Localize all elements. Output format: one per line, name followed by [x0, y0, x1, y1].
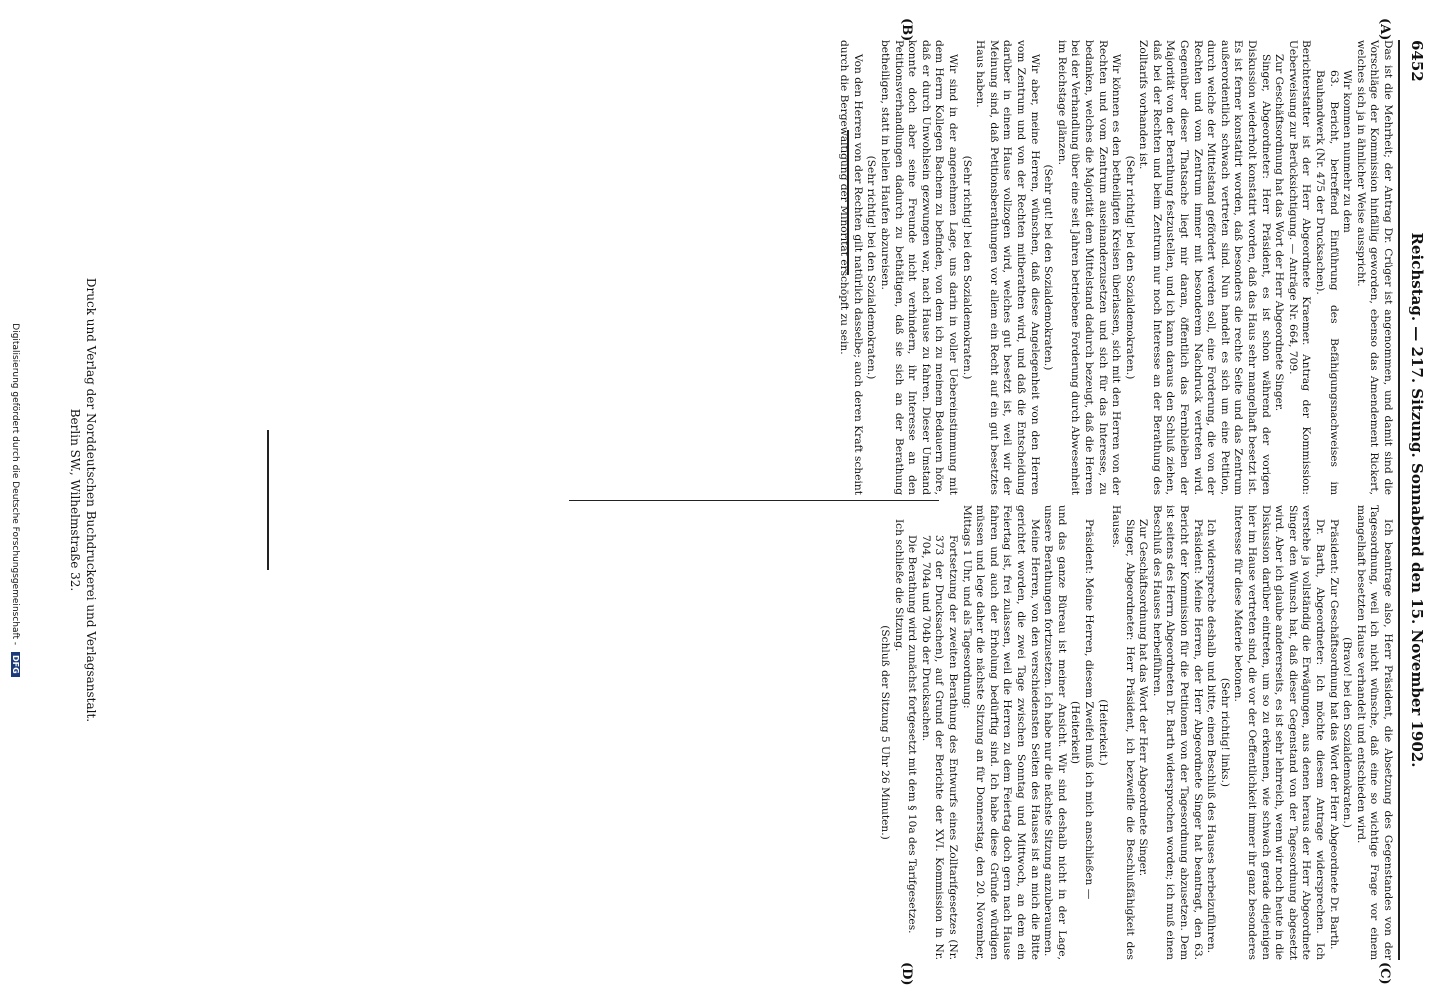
paragraph: Ich schließe die Sitzung.	[892, 519, 905, 652]
column-divider	[569, 500, 939, 501]
speech: Dr. Barth, Abgeordneter: Ich möchte diesem Antrage widersprechen. Ich verstehe ja vollständig die Erwägungen, aus denen heraus der Herr Abgeordnete Singer den Wunsch hat, daß dieser Gegenstand von der Tagesordnung abgesetzt wird. Aber ich glaube andererseits, es ist sehr lehrreich, wenn wir noch heute in die Diskussion darüber eintreten, um so zu erkennen, wie schwach gerade diejenigen hier im Hause vertreten sind, die vor der Oeffentlichkeit immer ihr ganz besonderes Interesse für diese Materie betonen.	[1232, 505, 1327, 960]
speech: Wir aber, meine Herren, wünschen, daß diese Angelegenheit von den Herren vom Zentrum und von der Rechten mitberathen wird, und daß die Entscheidung darüber in einem Hause vollzogen wird, welches gut besetzt ist, weil wir der Meinung sind, daß Petitionsberathungen vor allem ein Recht auf ein gut besetztes Haus haben.	[974, 40, 1041, 495]
interjection: (Heiterkeit)	[1069, 700, 1082, 765]
agenda-item: 63. Bericht, betreffend Einführung des Befähigungsnachweises im Bauhandwerk (Nr. 475 der Drucksachen).	[1314, 70, 1340, 495]
imprint-line: Druck und Verlag der Norddeutschen Buchdruckerei und Verlagsanstalt.	[84, 277, 98, 723]
interjection: (Sehr richtig! links.)	[1218, 677, 1231, 788]
agenda-item: Fortsetzung der zweiten Berathung des Entwurfs eines Zolltarifgesetzes (Nr. 373 der Drucksachen), auf Grund der Berichte der XVI. Kommission in Nr. 704, 704a und 704b der Drucksachen.	[919, 535, 959, 960]
speech: Ich beantrage also, Herr Präsident, die Absetzung des Gegenstandes von der Tagesordnung, weil ich nicht wünsche, daß eine so wichtige Frage vor einem mangelhaft besetzten Hause verhandelt und entschieden wird.	[1354, 505, 1394, 960]
margin-mark-a: (A)	[1377, 18, 1392, 41]
speech: Präsident: Zur Geschäftsordnung hat das Wort der Herr Abgeordnete Dr. Barth.	[1327, 519, 1340, 950]
speech: Ich widerspreche deshalb und bitte, einen Beschluß des Hauses herbeizuführen.	[1205, 519, 1218, 954]
interjection: (Sehr richtig! bei den Sozialdemokraten.)	[960, 155, 973, 380]
speech: Meine Herren, von den verschiedensten Seiten des Hauses ist an mich die Bitte gerichtet worden, die zwei Tage zwischen Sonntag und Mittwoch, an dem ein Feiertag ist, frei zulassen, weil die Herren zu dem Feiertag doch gern nach Hause fahren und auch der Erholung bedürftig sind. Ich habe diese Gründe würdigen müssen und lege daher die nächste Sitzung an für Donnerstag, den 20. November, Mittags 1 Uhr, und als Tagesordnung:	[960, 505, 1041, 960]
speech: Singer, Abgeordneter: Herr Präsident, ich bezweifle die Beschlußfähigkeit des Hauses.	[1110, 505, 1136, 960]
speech: und das ganze Büreau ist meiner Ansicht. Wir sind deshalb nicht in der Lage, unsere Berathungen fortzusetzen. Ich habe nur die nächste Sitzung anzuberaumen.	[1042, 505, 1068, 960]
left-column	[837, 40, 1394, 495]
imprint	[67, 40, 99, 960]
imprint-line: Berlin SW., Wilhelmstraße 32.	[68, 408, 82, 592]
speech: Präsident: Meine Herren, diesem Zweifel muß ich mich anschließen —	[1082, 519, 1095, 900]
interjection: (Heiterkeit.)	[1096, 699, 1109, 766]
paragraph: Zur Geschäftsordnung hat das Wort der Herr Abgeordnete Singer.	[1273, 54, 1286, 412]
paragraph: Die Berathung wird zunächst fortgesetzt mit dem § 10a des Tarifgesetzes.	[906, 535, 919, 934]
interjection: (Sehr gut! bei den Sozialdemokraten.)	[1042, 164, 1055, 371]
speech: Von den Herren von der Rechten gilt natürlich dasselbe; auch deren Kraft scheint durch die Bergewaltigung der Minorität erschöpft zu sein.	[838, 40, 864, 495]
page-header	[1400, 40, 1426, 960]
end-rule	[847, 130, 849, 275]
interjection: (Sehr richtig! bei den Sozialdemokraten.)	[1123, 155, 1136, 380]
header-rule	[1398, 40, 1400, 960]
speech: Zur Geschäftsordnung hat das Wort der Herr Abgeordnete Singer.	[1137, 519, 1150, 877]
speech: Präsident: Meine Herren, der Herr Abgeordnete Singer hat beantragt, den 63. Bericht der Kommission für die Petitionen von der Tagesordnung abzusetzen. Dem ist seitens des Herrn Abgeordneten Dr. Barth widersprochen worden; ich muß einen Beschluß des Hauses herbeiführen.	[1150, 505, 1204, 960]
closing-note: (Schluß der Sitzung 5 Uhr 26 Minuten.)	[879, 625, 892, 840]
end-rule	[267, 430, 269, 570]
margin-mark-d: (D)	[899, 962, 914, 986]
interjection: (Bravo! bei den Sozialdemokraten.)	[1341, 637, 1354, 828]
digitization-text: Digitalisierung gefördert durch die Deutsche Forschungsgemeinschaft -	[10, 323, 20, 646]
margin-mark-b: (B)	[899, 18, 914, 42]
paragraph: Wir kommen nunmehr zu dem	[1341, 70, 1354, 233]
page-number: 6452	[1408, 40, 1426, 82]
page-title: Reichstag. — 217. Sitzung. Sonnabend den 15. November 1902.	[1408, 232, 1426, 768]
speech: Wir sind in der angenehmen Lage, uns darin in voller Uebereinstimmung mit dem Herrn Kollegen Bachem zu befinden, von dem ich zu meinem Bedauern höre, daß er durch Unwohlsein gezwungen war, nach Hause zu fahren. Dieser Umstand konnte doch aber seine Freunde nicht verhindern, ihr Interesse an den Petitionsverhandlungen dadurch zu bethätigen, daß sie sich an der Berathung betheiligen, statt in hellen Haufen abzureisen.	[879, 40, 959, 495]
paragraph: Das ist die Mehrheit; der Antrag Dr. Crüger ist angenommen, und damit sind die Vorschläge der Kommission hinfällig geworden, ebenso das Amendement Rickert, welches sich ja in ähnlicher Weise ausspricht.	[1354, 40, 1394, 495]
speech: Wir können es den betheiligten Kreisen überlassen, sich mit den Herren von der Rechten und vom Zentrum auseinanderzusetzen und sich für das Interesse, zu bedanken, welches die Majorität dem Mittelstand dadurch bezeugt, daß die Herren bei der Verhandlung über eine seit Jahren betriebene Forderung durch Abwesenheit im Reichstage glänzen.	[1055, 40, 1123, 495]
digitization-note	[10, 0, 20, 1000]
margin-mark-c: (C)	[1377, 962, 1392, 985]
paragraph: Berichterstatter ist der Herr Abgeordnete Kraemer. Antrag der Kommission: Ueberweisung zur Berücksichtigung. — Anträge Nr. 664, 709.	[1286, 40, 1313, 495]
right-column	[877, 505, 1394, 960]
speech: Singer, Abgeordneter: Herr Präsident, es ist schon während der vorigen Diskussion wiederholt konstatirt worden, daß das Haus sehr mangelhaft besetzt ist. Es ist ferner konstatirt worden, daß besonders die rechte Seite und das Zentrum außerordentlich schwach vertreten sind. Nun handelt es sich um eine Petition, durch welche der Mittelstand gefördert werden soll, eine Forderung, die von der Rechten und vom Zentrum immer mit besonderem Nachdruck vertreten wird. Gegenüber dieser Thatsache liegt mir daran, öffentlich das Fernbleiben der Majorität von der Berathung festzustellen, und ich kann daraus den Schluß ziehen, daß bei der Rechten und beim Zentrum nur noch Interesse an der Berathung des Zolltarifs vorhanden ist.	[1137, 40, 1272, 495]
interjection: (Sehr richtig! bei den Sozialdemokraten.)	[865, 155, 878, 380]
dfg-logo: DFG	[11, 652, 20, 677]
